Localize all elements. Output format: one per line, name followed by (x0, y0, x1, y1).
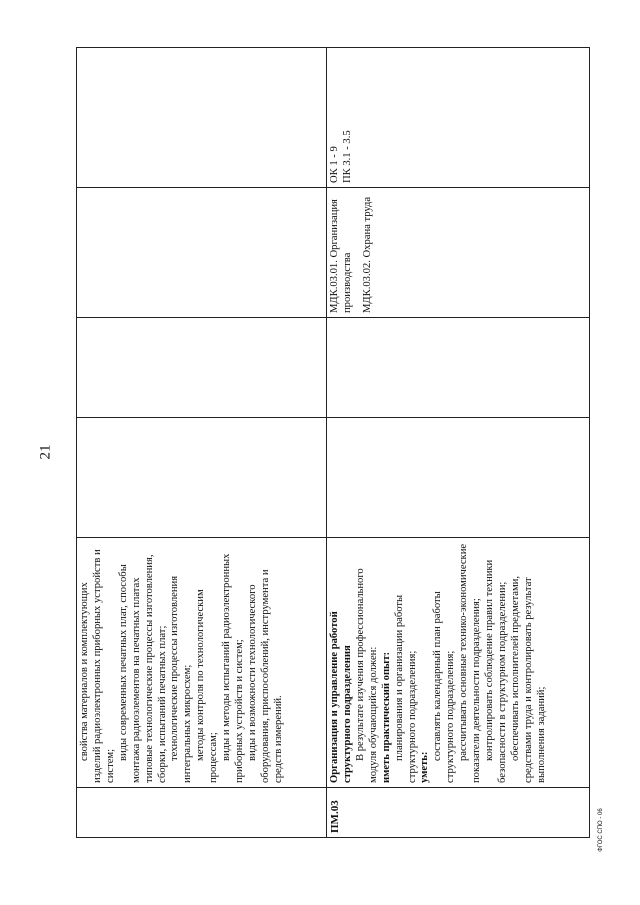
text-line: планирования и организации работы (393, 594, 405, 761)
knowledge-lines (79, 542, 286, 783)
text-line: выполнения заданий; (535, 686, 547, 783)
text-line: средствами труда и контролировать результат (522, 577, 534, 783)
text-line: В результате изучения профессионального (354, 568, 366, 761)
text-line: оборудования, приспособлений, инструмента и (259, 569, 271, 783)
text-line: виды и возможности технологического (246, 584, 258, 761)
text-line: систем; (104, 748, 116, 783)
module-title: структурного подразделения (341, 645, 353, 783)
text-line: средств измерений. (272, 695, 284, 783)
text-line: иметь практический опыт: (380, 651, 392, 783)
text-line: структурного подразделения; (406, 650, 418, 783)
text-line: контролировать соблюдение правил техники (484, 559, 496, 761)
text-line: показатели деятельности подразделения; (471, 598, 483, 783)
rotated-page (76, 48, 589, 838)
text-line: сборки, испытаний печатных плат; (156, 625, 168, 783)
page-number: 21 (37, 444, 54, 460)
module-description-cell (327, 538, 590, 788)
text-line: виды современных печатных плат, способы (117, 564, 129, 761)
text-line: виды и методы испытаний радиоэлектронных (221, 553, 233, 761)
table-row (77, 48, 327, 838)
index-cell (77, 788, 327, 838)
text-line: технологические процессы изготовления (169, 575, 181, 761)
text-line: модуля обучающийся должен: (367, 646, 379, 783)
footer-mark: ФГОС СПО - 06 (598, 808, 604, 852)
hours-cell (327, 418, 590, 538)
text-line: типовые технологические процессы изготовления, (143, 554, 155, 783)
text-line: уметь: (419, 751, 431, 783)
curriculum-table (76, 47, 590, 838)
text-line: приборных устройств и систем; (234, 639, 246, 783)
text-line: изделий радиоэлектронных приборных устройств и (91, 549, 103, 783)
knowledge-cell (77, 538, 327, 788)
mdk-cell (77, 188, 327, 318)
text-line: структурного подразделения; (445, 650, 457, 783)
competency-general: ОК 1 - 9 (329, 146, 340, 183)
text-line: обеспечивать исполнителей предметами, (509, 576, 521, 761)
index-cell (327, 788, 590, 838)
text-line: составлять календарный план работы (432, 591, 444, 761)
module-title: Организация и управление работой (329, 611, 340, 783)
text-line: интегральных микросхем; (182, 664, 194, 783)
module-code: ПМ.03 (329, 800, 341, 833)
hours-cell (77, 418, 327, 538)
mdk-cell (327, 188, 590, 318)
competencies-cell (77, 48, 327, 188)
mdk-item: МДК.03.01. Организация производства (329, 199, 353, 313)
hours-cell (327, 318, 590, 418)
competency-professional: ПК 3.1 - 3.5 (341, 130, 353, 183)
table-row (327, 48, 590, 838)
text-line: рассчитывать основные технико-экономические (458, 543, 470, 761)
text-line: методы контроля по технологическим (195, 589, 207, 761)
text-line: процессам; (208, 732, 220, 783)
mdk-item: МДК.03.02. Охрана труда (361, 196, 373, 313)
competencies-cell (327, 48, 590, 188)
text-line: безопасности в структурном подразделении; (496, 581, 508, 783)
text-line: монтажа радиоэлементов на печатных платах (130, 577, 142, 783)
module-lines (355, 542, 549, 783)
hours-cell (77, 318, 327, 418)
text-line: свойства материалов и комплектующих (79, 582, 90, 761)
